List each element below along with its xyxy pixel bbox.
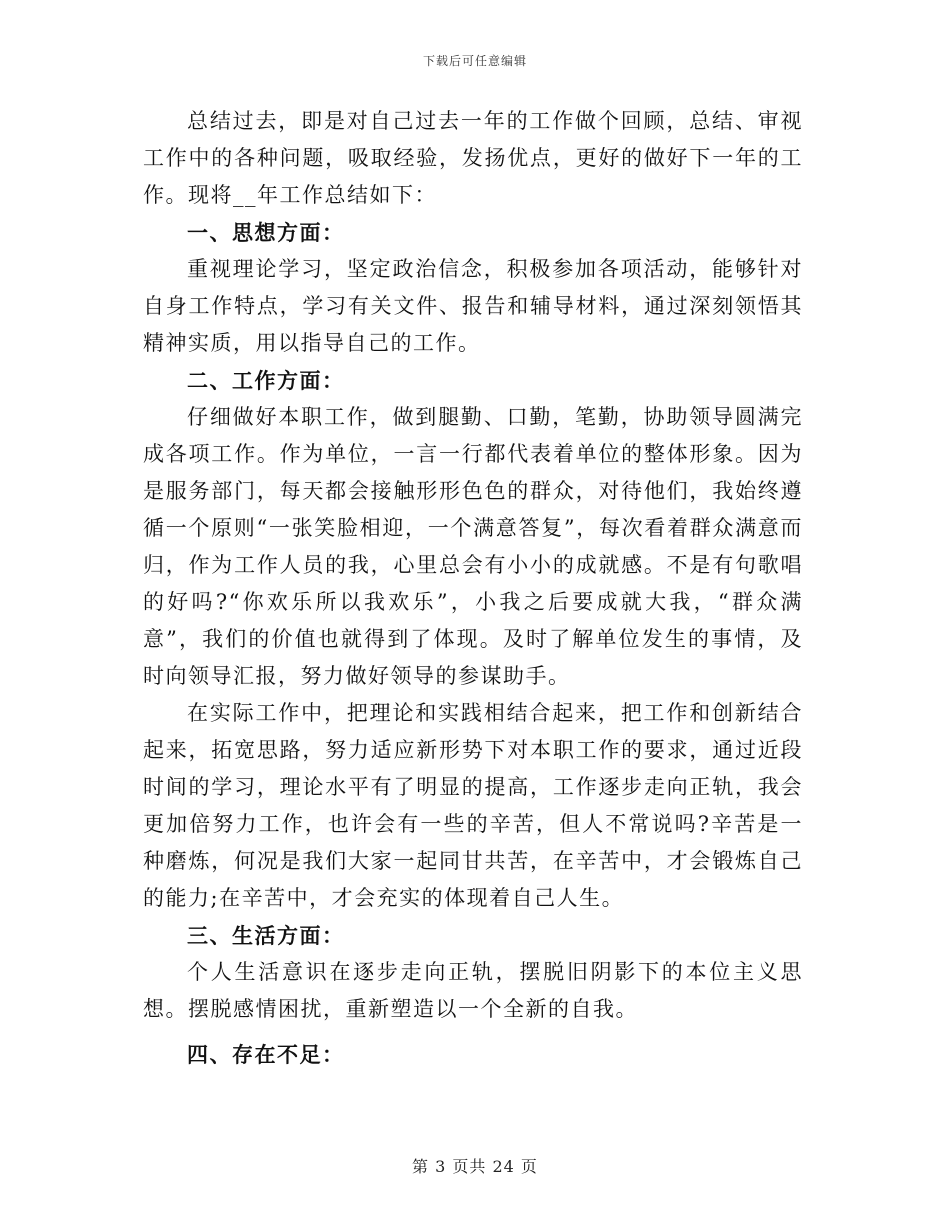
section-paragraph-thought: 重视理论学习，坚定政治信念，积极参加各项活动，能够针对自身工作特点，学习有关文件、报告和辅导材料，通过深刻领悟其精神实质，用以指导自己的工作。	[143, 257, 803, 355]
section-heading-thought: 一、思想方面：	[187, 220, 345, 245]
section-paragraph-life: 个人生活意识在逐步走向正轨，摆脱旧阴影下的本位主义思想。摆脱感情困扰，重新塑造以一个全新的自我。	[143, 960, 803, 1021]
document-body	[143, 103, 803, 1073]
section-paragraph-work-2: 在实际工作中，把理论和实践相结合起来，把工作和创新结合起来，拓宽思路，努力适应新形势下对本职工作的要求，通过近段时间的学习，理论水平有了明显的提高，工作逐步走向正轨，我会更加倍努力工作，也许会有一些的辛苦，但人不常说吗?辛苦是一种磨炼，何况是我们大家一起同甘共苦，在辛苦中，才会锻炼自己的能力;在辛苦中，才会充实的体现着自己人生。	[143, 701, 803, 910]
section-heading-shortcomings: 四、存在不足：	[187, 1042, 345, 1067]
section-heading-life: 三、生活方面：	[187, 923, 345, 948]
intro-paragraph: 总结过去，即是对自己过去一年的工作做个回顾，总结、审视工作中的各种问题，吸取经验，发扬优点，更好的做好下一年的工作。现将__年工作总结如下：	[143, 109, 803, 207]
page-footer: 第 3 页共 24 页	[412, 1157, 538, 1176]
page-header: 下载后可任意编辑	[422, 54, 527, 68]
section-paragraph-work-1: 仔细做好本职工作，做到腿勤、口勤，笔勤，协助领导圆满完成各项工作。作为单位，一言一行都代表着单位的整体形象。因为是服务部门，每天都会接触形形色色的群众，对待他们，我始终遵循一个原则“一张笑脸相迎，一个满意答复”，每次看着群众满意而归，作为工作人员的我，心里总会有小小的成就感。不是有句歌唱的好吗?“你欢乐所以我欢乐”，小我之后要成就大我，“群众满意”，我们的价值也就得到了体现。及时了解单位发生的事情，及时向领导汇报，努力做好领导的参谋助手。	[143, 405, 803, 688]
section-heading-work: 二、工作方面：	[187, 368, 345, 393]
